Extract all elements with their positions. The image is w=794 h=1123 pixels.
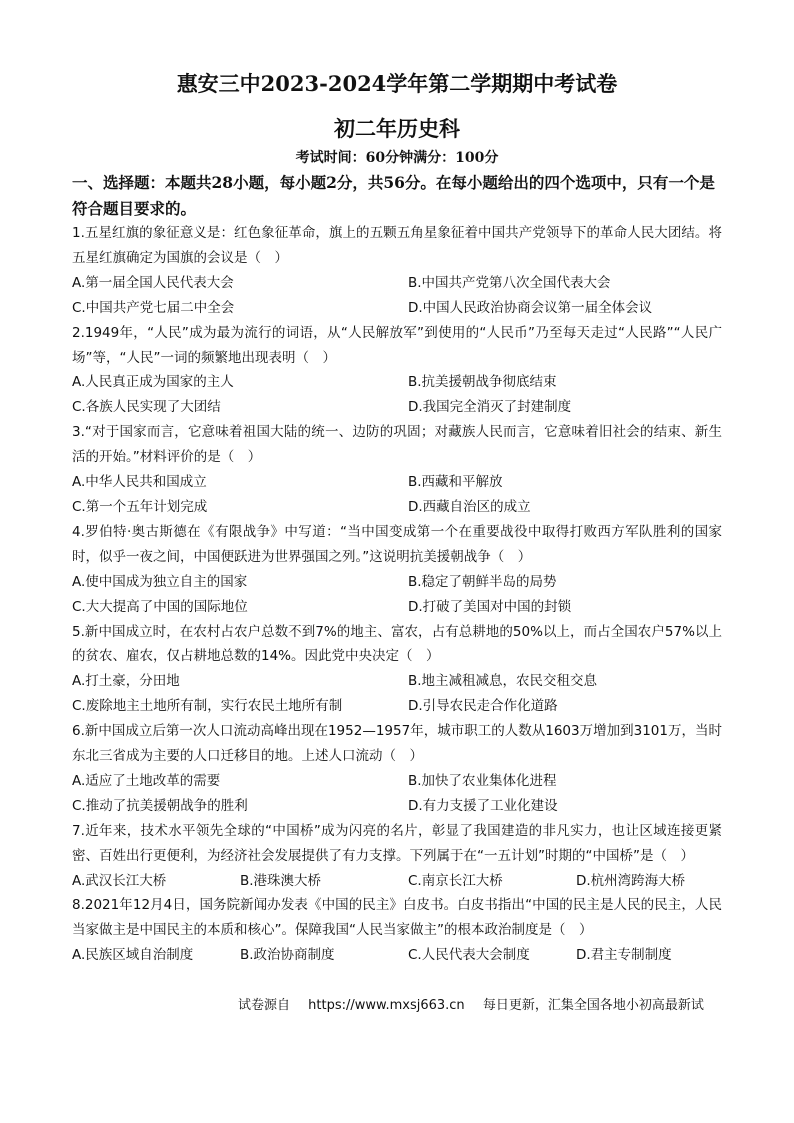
question-options <box>72 769 722 819</box>
exam-info: 考试时间：60分钟满分：100分 <box>295 150 499 166</box>
question-options <box>72 370 722 420</box>
option-a: A.适应了土地改革的需要 <box>72 772 221 789</box>
question-3 <box>72 420 722 520</box>
question-4 <box>72 520 722 620</box>
option-d: D.引导农民走合作化道路 <box>408 698 558 715</box>
footer-source-label: 试卷源自 <box>238 998 291 1013</box>
question-stem: 7.近年来，技术水平领先全球的“中国桥”成为闪亮的名片，彰显了我国建造的非凡实力，也让区域连接更紧密、百姓出行更便利，为经济社会发展提供了有力支撑。下列属于在“一五计划”时期的“中国桥”是（ ） <box>72 822 722 864</box>
option-a: A.中华人民共和国成立 <box>72 474 207 491</box>
option-b: B.加快了农业集体化进程 <box>408 772 557 789</box>
question-options <box>72 470 722 520</box>
footer-url-link[interactable]: https://www.mxsj663.cn <box>308 998 465 1013</box>
question-stem: 5.新中国成立时，在农村占农户总数不到7%的地主、富农，占有总耕地的50%以上，而占全国农户57%以上的贫农、雇农，仅占耕地总数的14%。因此党中央决定（ ） <box>72 623 722 665</box>
question-options <box>72 869 722 894</box>
question-8 <box>72 893 722 968</box>
question-list <box>72 221 722 968</box>
exam-title: 惠安三中2023-2024学年第二学期期中考试卷 <box>176 71 618 96</box>
option-d: D.有力支援了工业化建设 <box>408 797 558 814</box>
option-b: B.地主减租减息，农民交租交息 <box>408 673 598 690</box>
question-6 <box>72 719 722 819</box>
option-d: D.中国人民政治协商会议第一届全体会议 <box>408 299 653 316</box>
question-5 <box>72 620 722 720</box>
footer-source <box>238 994 718 1013</box>
option-c: C.大大提高了中国的国际地位 <box>72 598 248 615</box>
option-c: C.废除地主土地所有制，实行农民土地所有制 <box>72 698 343 715</box>
question-stem: 1.五星红旗的象征意义是：红色象征革命，旗上的五颗五角星象征着中国共产党领导下的革命人民大团结。将五星红旗确定为国旗的会议是（ ） <box>72 225 722 266</box>
option-a: A.使中国成为独立自主的国家 <box>72 573 248 590</box>
option-d: D.我国完全消灭了封建制度 <box>408 399 572 416</box>
question-stem: 4.罗伯特·奥古斯德在《有限战争》中写道：“当中国变成第一个在重要战役中取得打败西方军队胜利的国家时，似乎一夜之间，中国便跃进为世界强国之列。”这说明抗美援朝战争（ ） <box>72 523 722 565</box>
option-d: D.西藏自治区的成立 <box>408 498 531 515</box>
question-1 <box>72 221 722 321</box>
option-a: A.打土豪，分田地 <box>72 673 180 690</box>
exam-subtitle: 初二年历史科 <box>334 116 460 141</box>
option-b: B.西藏和平解放 <box>408 474 503 491</box>
option-a: A.第一届全国人民代表大会 <box>72 274 234 291</box>
question-options <box>72 570 722 620</box>
question-stem: 8.2021年12月4日，国务院新闻办发表《中国的民主》白皮书。白皮书指出“中国的民主是人民的民主，人民当家做主是中国民主的本质和核心”。保障我国“人民当家做主”的根本政治制度是（ ） <box>72 897 722 939</box>
option-c: C.推动了抗美援朝战争的胜利 <box>72 797 248 814</box>
option-b: B.港珠澳大桥 <box>240 872 322 889</box>
option-c: C.中国共产党七届二中全会 <box>72 299 235 316</box>
question-stem: 3.“对于国家而言，它意味着祖国大陆的统一、边防的巩固；对藏族人民而言，它意味着旧社会的结束、新生活的开始。”材料评价的是（ ） <box>72 424 722 466</box>
option-b: B.稳定了朝鲜半岛的局势 <box>408 573 557 590</box>
option-b: B.政治协商制度 <box>240 947 335 964</box>
question-2 <box>72 321 722 421</box>
option-b: B.抗美援朝战争彻底结束 <box>408 374 557 391</box>
option-b: B.中国共产党第八次全国代表大会 <box>408 274 611 291</box>
option-a: A.民族区域自治制度 <box>72 947 194 964</box>
option-c: C.人民代表大会制度 <box>408 947 530 964</box>
question-options <box>72 669 722 719</box>
option-a: A.人民真正成为国家的主人 <box>72 374 234 391</box>
option-c: C.南京长江大桥 <box>408 872 503 889</box>
section-heading: 一、选择题：本题共28小题，每小题2分，共56分。在每小题给出的四个选项中，只有一个是符合题目要求的。 <box>72 173 715 218</box>
option-c: C.第一个五年计划完成 <box>72 498 208 515</box>
question-options <box>72 271 722 321</box>
question-stem: 2.1949年，“人民”成为最为流行的词语，从“人民解放军”到使用的“人民币”乃至每天走过“人民路”“人民广场”等，“人民”一词的频繁地出现表明（ ） <box>72 324 722 366</box>
question-7 <box>72 819 722 894</box>
option-d: D.杭州湾跨海大桥 <box>576 872 686 889</box>
option-d: D.君主专制制度 <box>576 947 672 964</box>
question-options <box>72 943 722 968</box>
option-d: D.打破了美国对中国的封锁 <box>408 598 572 615</box>
option-c: C.各族人民实现了大团结 <box>72 399 221 416</box>
footer-note: 每日更新，汇集全国各地小初高最新试 <box>482 998 704 1013</box>
question-stem: 6.新中国成立后第一次人口流动高峰出现在1952—1957年，城市职工的人数从1603万增加到3101万，当时东北三省成为主要的人口迁移目的地。上述人口流动（ ） <box>72 723 722 765</box>
option-a: A.武汉长江大桥 <box>72 872 167 889</box>
